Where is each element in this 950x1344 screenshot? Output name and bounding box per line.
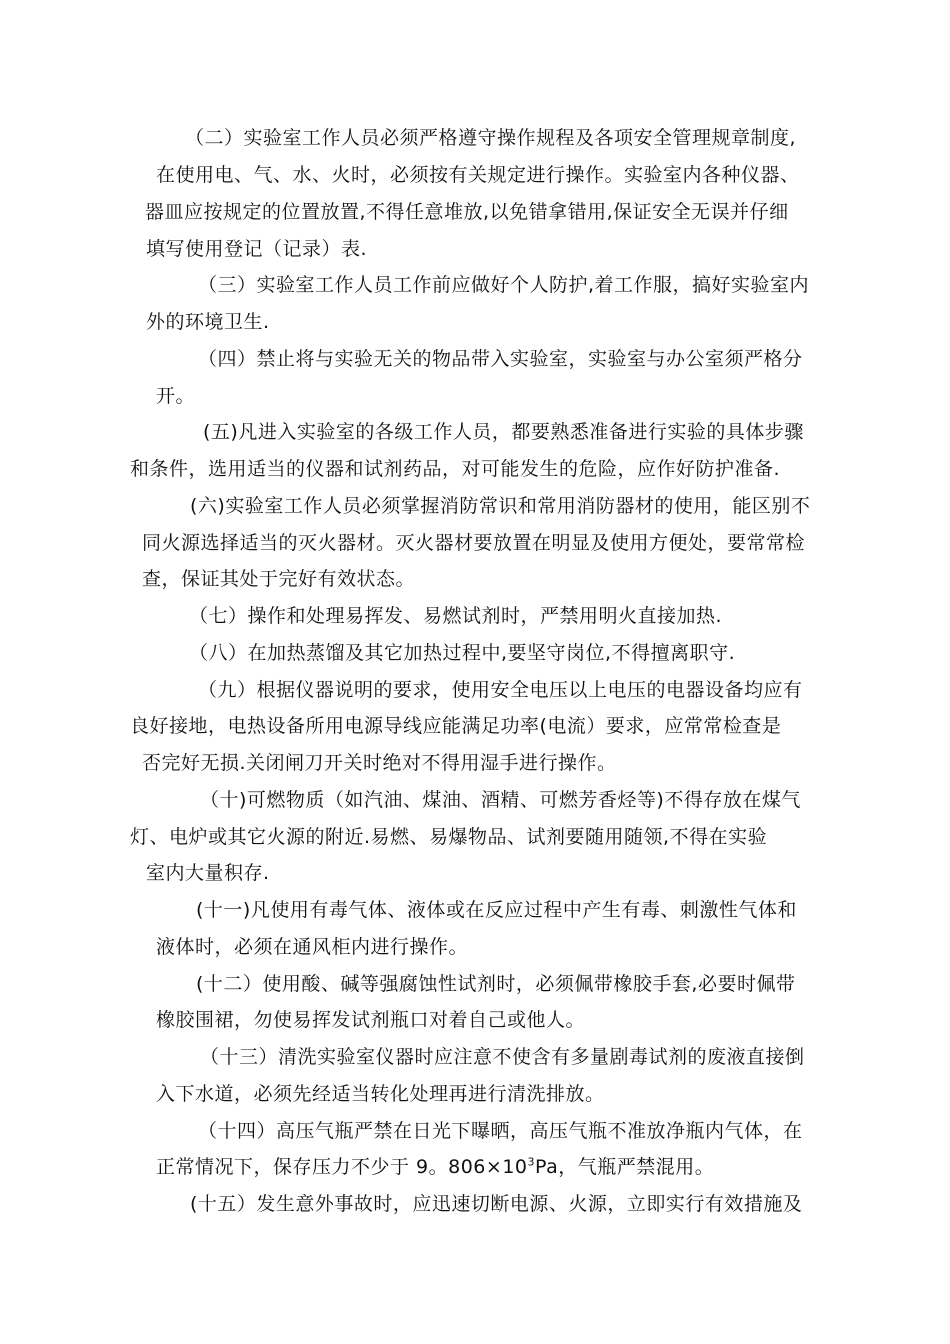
text-line: （九）根据仪器说明的要求，使用安全电压以上电压的电器设备均应有 xyxy=(198,679,803,701)
text-line: 同火源选择适当的灭火器材。灭火器材要放置在明显及使用方便处，要常常检 xyxy=(142,532,806,554)
text-line: 和条件，选用适当的仪器和试剂药品，对可能发生的危险，应作好防护准备. xyxy=(130,458,781,480)
text-line: （十四）高压气瓶严禁在日光下曝晒，高压气瓶不准放净瓶内气体，在 xyxy=(198,1120,803,1142)
superscript-exponent: 3 xyxy=(527,1155,535,1169)
text-line: （三）实验室工作人员工作前应做好个人防护,着工作服，搞好实验室内 xyxy=(198,274,810,296)
text-line: 外的环境卫生. xyxy=(146,311,270,333)
text-line: 否完好无损.关闭闸刀开关时绝对不得用湿手进行操作。 xyxy=(142,752,617,774)
text-line: 橡胶围裙，勿使易挥发试剂瓶口对着自己或他人。 xyxy=(156,1009,586,1031)
text-segment: 正常情况下，保存压力不少于 9。806×10 xyxy=(156,1156,528,1178)
text-line: 在使用电、气、水、火时，必须按有关规定进行操作。实验室内各种仪器、 xyxy=(156,164,800,186)
text-line: 良好接地，电热设备所用电源导线应能满足功率(电流）要求，应常常检查是 xyxy=(130,715,782,737)
text-line: （八）在加热蒸馏及其它加热过程中,要坚守岗位,不得擅离职守. xyxy=(189,642,736,664)
text-line: (六)实验室工作人员必须掌握消防常识和常用消防器材的使用，能区别不 xyxy=(190,495,811,517)
text-line: 灯、电炉或其它火源的附近.易燃、易爆物品、试剂要随用随领,不得在实验 xyxy=(130,826,768,848)
text-line xyxy=(156,1155,714,1179)
text-line: 器皿应按规定的位置放置,不得任意堆放,以免错拿错用,保证安全无误并仔细 xyxy=(145,201,789,223)
text-line: 查，保证其处于完好有效状态。 xyxy=(142,568,416,590)
text-line: (十五）发生意外事故时，应迅速切断电源、火源，立即实行有效措施及 xyxy=(190,1193,803,1215)
text-line: (十一)凡使用有毒气体、液体或在反应过程中产生有毒、刺激性气体和 xyxy=(196,899,797,921)
text-line: (十二）使用酸、碱等强腐蚀性试剂时，必须佩带橡胶手套,必要时佩带 xyxy=(196,973,796,995)
text-line: （二）实验室工作人员必须严格遵守操作规程及各项安全管理规章制度, xyxy=(185,127,797,149)
text-line: （四）禁止将与实验无关的物品带入实验室，实验室与办公室须严格分 xyxy=(198,348,803,370)
text-line: （七）操作和处理易挥发、易燃试剂时，严禁用明火直接加热. xyxy=(189,605,723,627)
text-segment: Pa，气瓶严禁混用。 xyxy=(535,1156,715,1178)
text-line: （十)可燃物质（如汽油、煤油、酒精、可燃芳香烃等)不得存放在煤气 xyxy=(200,789,801,811)
text-line: 填写使用登记（记录）表. xyxy=(146,238,368,260)
text-line: 入下水道，必须先经适当转化处理再进行清洗排放。 xyxy=(156,1083,605,1105)
text-line: 液体时，必须在通风柜内进行操作。 xyxy=(156,936,469,958)
text-line: 室内大量积存. xyxy=(146,862,270,884)
text-line: (五)凡进入实验室的各级工作人员，都要熟悉准备进行实验的具体步骤 xyxy=(203,421,804,443)
text-line: 开。 xyxy=(156,385,196,407)
text-line: （十三）清洗实验室仪器时应注意不使含有多量剧毒试剂的废液直接倒 xyxy=(200,1046,805,1068)
